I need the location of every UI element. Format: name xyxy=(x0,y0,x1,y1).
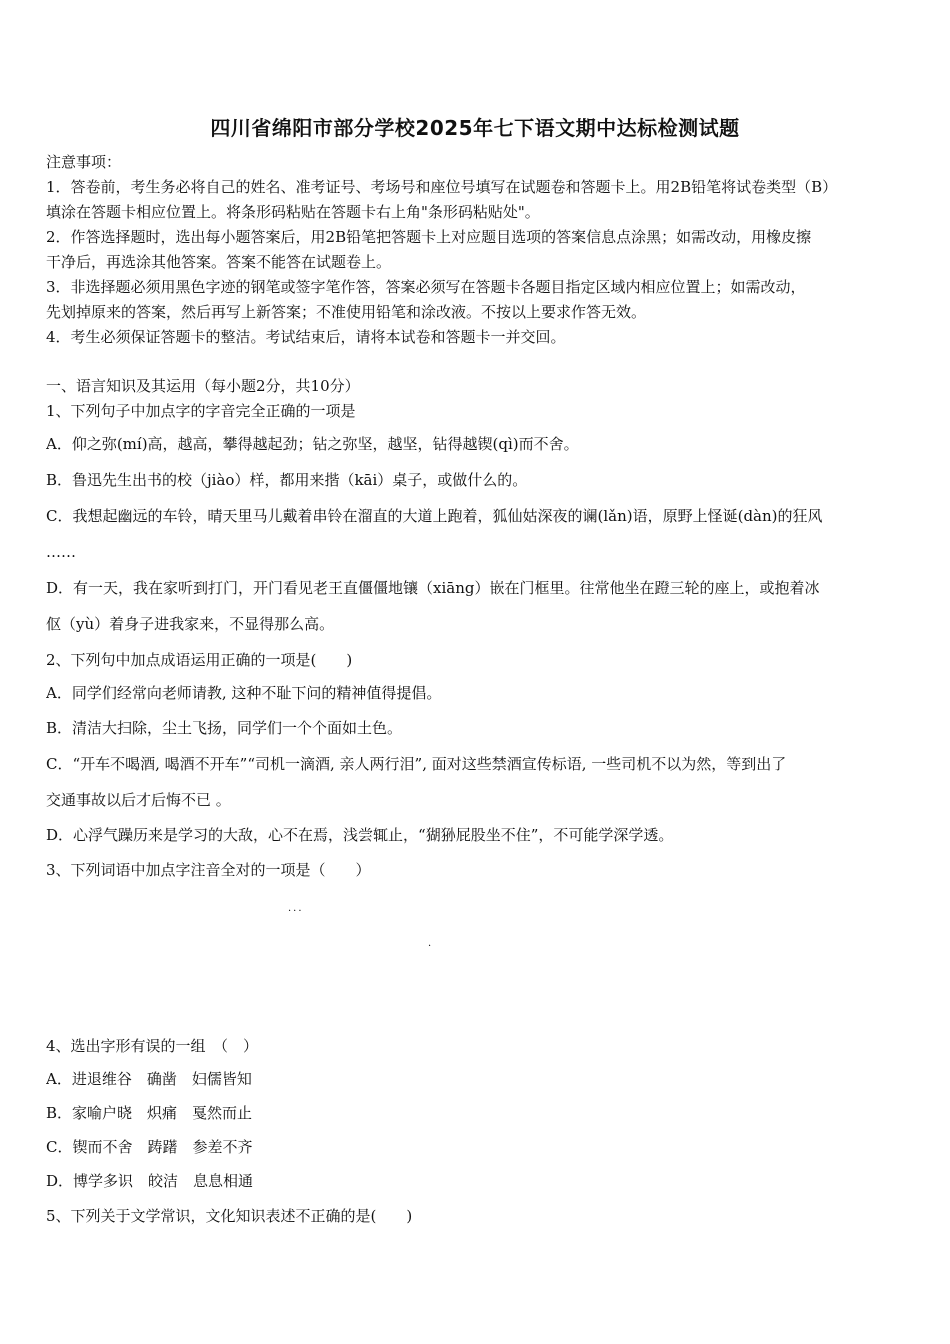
option-c: C．“开车不喝酒, 喝酒不开车”“司机一滴酒, 亲人两行泪”, 面对这些禁酒宣传标语, 一些司机不以为然，等到出了 xyxy=(46,755,787,773)
option-c: C．我想起幽远的车铃，晴天里马儿戴着串铃在溜直的大道上跑着，狐仙姑深夜的谰(lǎn)语，原野上怪诞(dàn)的狂风 xyxy=(46,507,823,525)
option-b: B．家喻户晓 炽痛 戛然而止 xyxy=(46,1104,253,1122)
notice-line: 4．考生必须保证答题卡的整洁。考试结束后，请将本试卷和答题卡一并交回。 xyxy=(46,328,566,346)
option-d-continued: 伛（yù）着身子进我家来，不显得那么高。 xyxy=(46,615,335,633)
option-d: D．有一天，我在家听到打门，开门看见老王直僵僵地镶（xiāng）嵌在门框里。往常他坐在蹬三轮的座上，或抱着冰 xyxy=(46,579,820,597)
notice-line: 3．非选择题必须用黑色字迹的钢笔或签字笔作答，答案必须写在答题卡各题目指定区域内相应位置上；如需改动， xyxy=(46,278,806,296)
notice-line: 1．答卷前，考生务必将自己的姓名、准考证号、考场号和座位号填写在试题卷和答题卡上。用2B铅笔将试卷类型（B） xyxy=(46,178,838,196)
option-a: A．同学们经常向老师请教, 这种不耻下问的精神值得提倡。 xyxy=(46,684,442,702)
emphasis-dots: ··· xyxy=(288,906,304,917)
section-heading: 一、语言知识及其运用（每小题2分，共10分） xyxy=(46,377,360,395)
option-d: D．博学多识 皎洁 息息相通 xyxy=(46,1172,254,1190)
question-stem: 4、选出字形有误的一组 （ ） xyxy=(46,1037,259,1055)
question-stem: 1、下列句子中加点字的字音完全正确的一项是 xyxy=(46,402,356,420)
notice-line: 干净后，再选涂其他答案。答案不能答在试题卷上。 xyxy=(46,253,392,271)
question-stem: 2、下列句中加点成语运用正确的一项是( ) xyxy=(46,651,353,669)
page-title: 四川省绵阳市部分学校2025年七下语文期中达标检测试题 xyxy=(210,116,740,140)
option-b: B．清洁大扫除，尘土飞扬，同学们一个个面如土色。 xyxy=(46,719,403,737)
option-b: B．鲁迅先生出书的校（jiào）样，都用来揩（kāi）桌子，或做什么的。 xyxy=(46,471,528,489)
notice-line: 填涂在答题卡相应位置上。将条形码粘贴在答题卡右上角"条形码粘贴处"。 xyxy=(46,203,540,221)
option-c-continued: 交通事故以后才后悔不已 。 xyxy=(46,791,231,809)
option-a: A．进退维谷 确凿 妇儒皆知 xyxy=(46,1070,252,1088)
option-d: D．心浮气躁历来是学习的大敌，心不在焉，浅尝辄止，“猢狲屁股坐不住”，不可能学深学透。 xyxy=(46,826,674,844)
question-stem: 5、下列关于文学常识，文化知识表述不正确的是( ) xyxy=(46,1207,413,1225)
option-c: C．锲而不舍 踌躇 参差不齐 xyxy=(46,1138,253,1156)
option-c-continued: …… xyxy=(46,543,76,561)
notice-line: 2．作答选择题时，选出每小题答案后，用2B铅笔把答题卡上对应题目选项的答案信息点涂黑；如需改动，用橡皮擦 xyxy=(46,228,812,246)
question-stem: 3、下列词语中加点字注音全对的一项是（ ） xyxy=(46,861,371,879)
notice-heading: 注意事项： xyxy=(46,153,122,171)
option-a: A．仰之弥(mí)高，越高，攀得越起劲；钻之弥坚，越坚，钻得越锲(qì)而不舍。 xyxy=(46,435,579,453)
emphasis-dots: · xyxy=(428,941,434,952)
notice-line: 先划掉原来的答案，然后再写上新答案；不准使用铅笔和涂改液。不按以上要求作答无效。 xyxy=(46,303,647,321)
